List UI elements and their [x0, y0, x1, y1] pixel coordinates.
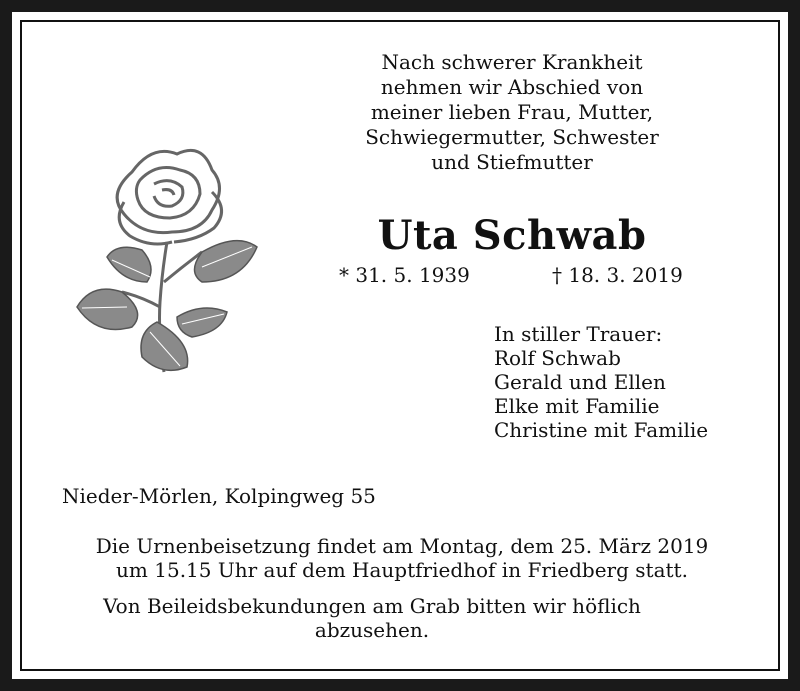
funeral-notice: [52, 534, 752, 582]
intro-line: Nach schwerer Krankheit: [381, 50, 643, 74]
mourner-name: Gerald und Ellen: [494, 370, 666, 394]
intro-line: meiner lieben Frau, Mutter,: [370, 100, 654, 124]
notice-line: um 15.15 Uhr auf dem Hauptfriedhof in Friedberg statt.: [116, 558, 688, 582]
obituary-card: [12, 12, 788, 679]
condolence-line: Von Beileidsbekundungen am Grab bitten wir höflich: [103, 594, 641, 618]
mourners-heading: In stiller Trauer:: [494, 322, 663, 346]
intro-line: nehmen wir Abschied von: [380, 75, 644, 99]
intro-line: Schwiegermutter, Schwester: [365, 125, 659, 149]
mourners-list: [494, 322, 708, 442]
mourner-name: Elke mit Familie: [494, 394, 660, 418]
intro-text: [332, 50, 692, 175]
condolence-line: abzusehen.: [314, 618, 430, 642]
rose-icon: [62, 132, 262, 382]
mourner-name: Christine mit Familie: [494, 418, 709, 442]
condolence-note: [52, 594, 692, 642]
deceased-name: Uta Schwab: [377, 212, 647, 259]
death-date: † 18. 3. 2019: [552, 263, 683, 287]
notice-line: Die Urnenbeisetzung findet am Montag, dem 25. März 2019: [95, 534, 709, 558]
intro-line: und Stiefmutter: [431, 150, 593, 174]
birth-date: * 31. 5. 1939: [339, 263, 470, 287]
mourner-name: Rolf Schwab: [494, 346, 621, 370]
address: Nieder-Mörlen, Kolpingweg 55: [62, 484, 376, 508]
